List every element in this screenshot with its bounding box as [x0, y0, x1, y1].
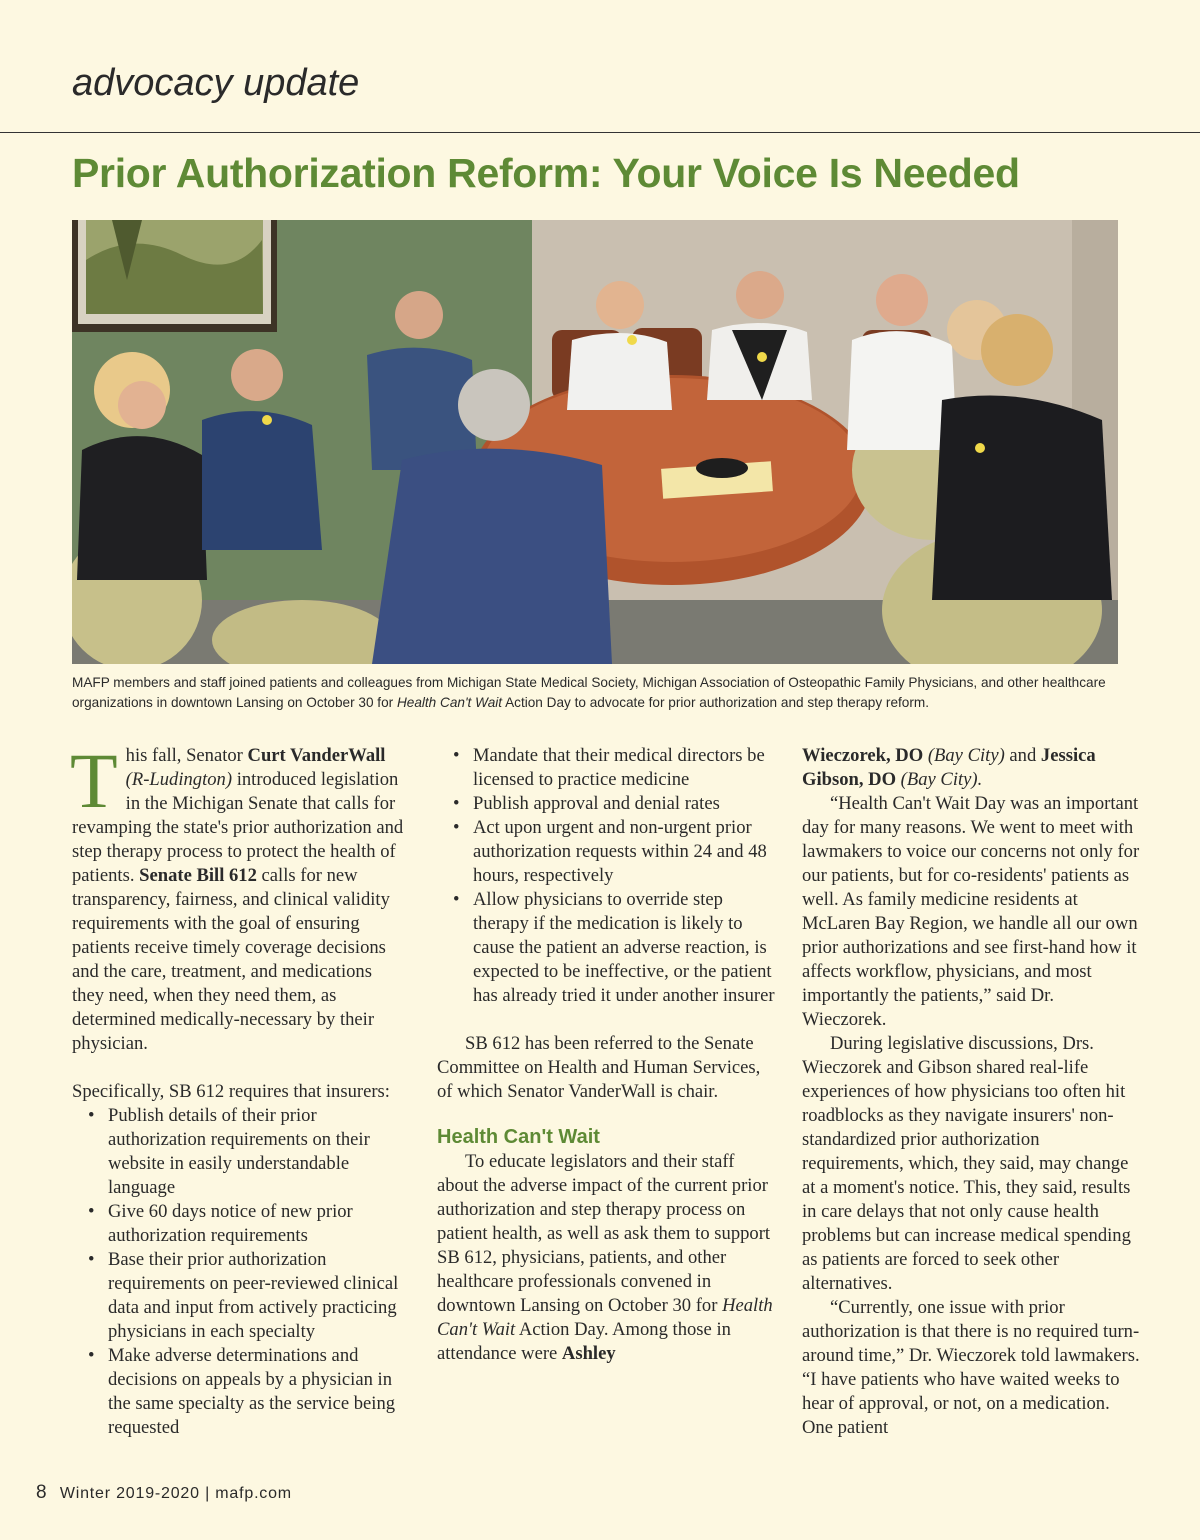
attendee-city-1: (Bay City) [923, 745, 1005, 766]
intro-text-2: introduced legislation in the Michigan Senate that calls for revamping the state's prior authorization and step therapy process to protect the health of patients. [72, 769, 404, 886]
requirements-list-continued [437, 744, 777, 1008]
conjunction: and [1004, 745, 1041, 766]
list-item: • Publish approval and denial rates [437, 792, 777, 816]
drop-cap: T [70, 737, 118, 824]
intro-text-3: calls for new transparency, fairness, and clinical validity requirements with the goal of ensuring patients receive timely coverage decisions and the care, treatment, and medications they need, when they need them, as determined medically-necessary by their physician. [72, 865, 390, 1054]
bill-name: Senate Bill 612 [139, 865, 257, 886]
section-label: advocacy update [72, 62, 360, 104]
senator-party: (R-Ludington) [125, 769, 233, 790]
intro-paragraph [70, 737, 407, 1056]
list-item: • Make adverse determinations and decisions on appeals by a physician in the same specialty as the service being requested [72, 1344, 407, 1440]
article-column-3 [802, 744, 1142, 1440]
page-footer [36, 1482, 292, 1504]
footer-separator: | [205, 1485, 211, 1502]
caption-text-end: Action Day to advocate for prior authorization and step therapy reform. [502, 695, 929, 710]
intro-text: his fall, Senator [125, 745, 248, 766]
caption-text: MAFP members and staff joined patients and colleagues from Michigan State Medical Society, Michigan Association of Osteopathic Family Physicians, and other healthcare organizations in downtown Lansing on October 30 for [72, 675, 1106, 710]
article-column-1 [70, 737, 407, 1440]
quote-paragraph: “Health Can't Wait Day was an important day for many reasons. We went to meet with lawmakers to voice our concerns not only for our patients, but for co-residents' patients as well. As family medicine residents at McLaren Bay Region, we handle all our own prior authorizations and see first-hand how it affects workflow, physicians, and most importantly the patients,” said Dr. Wieczorek. [802, 793, 1140, 1030]
event-text-2: Action Day. Among those in attendance were [437, 1319, 731, 1364]
committee-paragraph: SB 612 has been referred to the Senate Committee on Health and Human Services, of which Senator VanderWall is chair. [437, 1033, 761, 1102]
discussion-paragraph: During legislative discussions, Drs. Wieczorek and Gibson shared real-life experiences of how physicians too often hit roadblocks as they navigate insurers' non-standardized prior authorization requirements, which, they said, may change at a moment's notice. This, they said, results in care delays that not only cause health problems but can increase medical spending as patients are forced to seek other alternatives. [802, 1033, 1131, 1294]
page-number: 8 [36, 1482, 47, 1503]
senator-name: Curt VanderWall [247, 745, 386, 766]
attendee-name: Ashley [561, 1343, 616, 1364]
requirements-list [72, 1104, 407, 1440]
list-item: • Mandate that their medical directors be licensed to practice medicine [437, 744, 777, 792]
event-text: To educate legislators and their staff about the adverse impact of the current prior authorization and step therapy process on patient health, as well as ask them to support SB 612, physicians, patients, and other healthcare professionals convened in downtown Lansing on October 30 for [437, 1151, 771, 1316]
issue-date: Winter 2019-2020 [59, 1485, 200, 1502]
website-link[interactable]: mafp.com [215, 1485, 292, 1502]
quote-paragraph-2: “Currently, one issue with prior authorization is that there is no required turn-around time,” Dr. Wieczorek told lawmakers. “I have patients who have waited weeks to hear of approval, or not, on a medication. One patient [802, 1297, 1140, 1438]
photo-caption [72, 673, 1128, 713]
attendees-paragraph [802, 744, 1142, 792]
list-item: • Act upon urgent and non-urgent prior authorization requests within 24 and 48 hours, respectively [437, 816, 777, 888]
subheading-health-cant-wait: Health Can't Wait [437, 1126, 600, 1148]
list-item: • Give 60 days notice of new prior authorization requirements [72, 1200, 407, 1248]
event-paragraph [437, 1150, 777, 1366]
caption-event-name: Health Can't Wait [396, 695, 503, 710]
article-column-2 [437, 744, 777, 1366]
attendee-name-1: Wieczorek, DO [802, 745, 924, 766]
header-divider [0, 132, 1200, 133]
attendee-name-2: Jessica Gibson, DO [802, 745, 1096, 790]
article-headline: Prior Authorization Reform: Your Voice Is Needed [72, 150, 1020, 196]
event-name: Health Can't Wait [437, 1295, 773, 1340]
attendee-city-2: (Bay City). [896, 769, 983, 790]
requirements-intro: Specifically, SB 612 requires that insurers: [72, 1081, 390, 1102]
article-photo [72, 220, 1118, 664]
list-item: • Allow physicians to override step therapy if the medication is likely to cause the patient an adverse reaction, is expected to be ineffective, or the patient has already tried it under another insurer [437, 888, 777, 1008]
list-item: • Base their prior authorization requirements on peer-reviewed clinical data and input from actively practicing physicians in each specialty [72, 1248, 407, 1344]
list-item: • Publish details of their prior authorization requirements on their website in easily understandable language [72, 1104, 407, 1200]
